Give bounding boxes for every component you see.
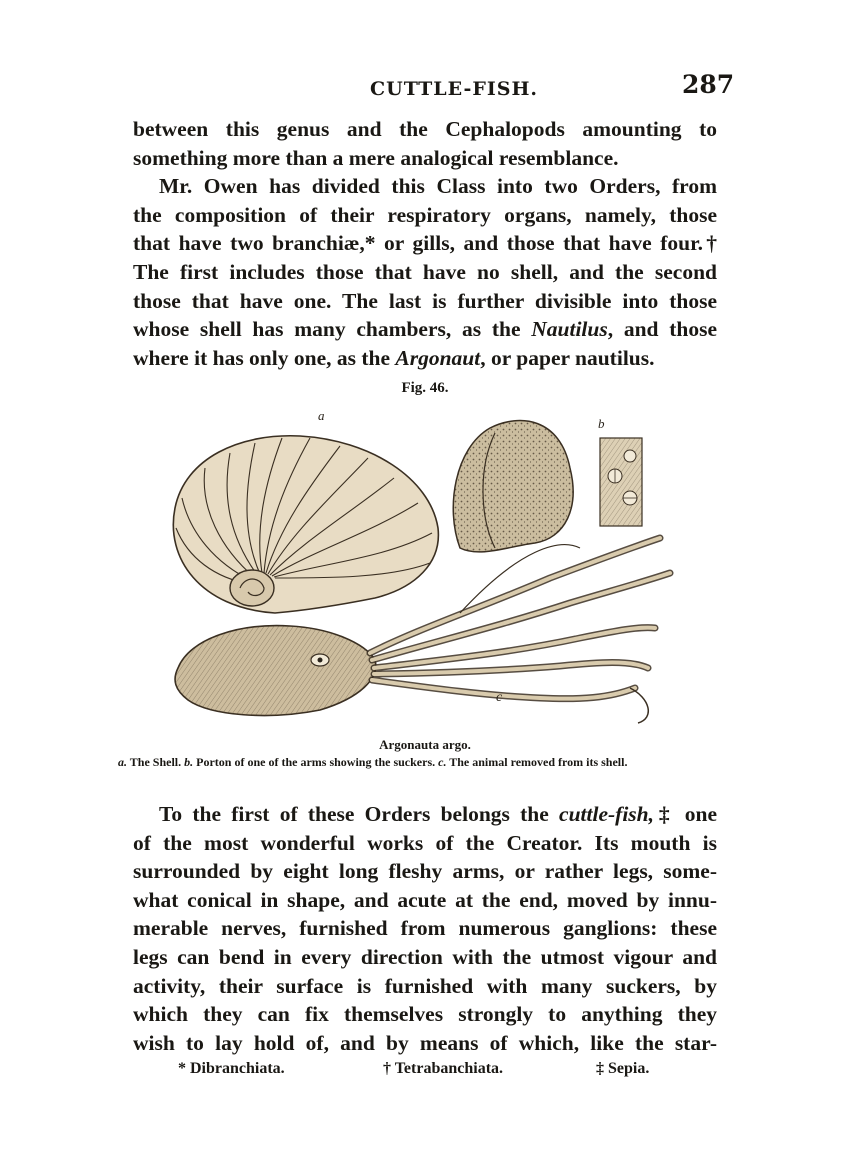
text-line: those that have one. The last is further divisible into those [133,288,717,313]
mantle-sac [453,421,573,552]
text-line: what conical in shape, and acute at the end, moved by innu- [133,887,717,912]
footnotes [0,1060,850,1084]
italic-term-argonaut: Argonaut [395,345,481,370]
footnote-2: † Tetrabanchiata. [383,1060,504,1077]
figure-letter-b: b [598,416,605,431]
paragraph-3 [133,800,717,1057]
text-line: wish to lay hold of, and by means of which, like the star- [133,1030,717,1055]
text-run: To the first of these Orders belongs the [159,802,560,826]
text-block-bottom [133,800,717,1057]
figure-label: Fig. 46. [401,380,449,396]
text-line: something more than a mere analogical resemblance. [133,145,619,170]
argonaut-illustration [160,398,680,728]
figure-caption-title: Argonauta argo. [379,737,471,752]
text-line: The first includes those that have no shell, and the second [133,259,717,284]
page-header [0,70,850,106]
paragraph-1 [133,115,717,172]
text-line [133,315,717,344]
text-line: between this genus and the Cephalopods amounting to [133,117,717,141]
text-line: of the most wonderful works of the Creator. Its mouth is [133,830,717,855]
text-line: merable nerves, furnished from numerous ganglions: these [133,916,717,941]
figure-letter-a: a [318,408,325,423]
footnote-1: * Dibranchiata. [178,1060,285,1077]
text-line: which they can fix themselves strongly to anything they [133,1002,717,1027]
text-line: legs can bend in every direction with the utmost vigour and [133,944,717,969]
figure-caption [118,756,738,769]
text-block-top [133,115,717,372]
text-line: activity, their surface is furnished with many suckers, by [133,973,717,998]
text-run: , or paper nautilus. [480,345,655,370]
running-head: CUTTLE-FISH. [370,78,539,100]
caption-letter-a: a. [118,755,127,769]
italic-term-cuttle-fish: cuttle-fish, [559,802,655,826]
page-number: 287 [682,70,735,99]
argonaut-shell [173,436,438,613]
text-run: ‡ one [654,802,717,826]
text-line [133,344,717,373]
figure-letter-c: c [496,690,503,705]
caption-letter-c: c. [438,755,447,769]
text-line: Mr. Owen has divided this Class into two Orders, from [159,174,717,199]
caption-letter-b: b. [184,755,194,769]
text-line [133,800,717,829]
text-line: that have two branchiæ,* or gills, and those that have four.† [133,231,717,256]
italic-term-nautilus: Nautilus [531,317,608,342]
text-line: surrounded by eight long fleshy arms, or rather legs, some- [133,859,717,884]
text-run: whose shell has many chambers, as the [133,317,532,342]
paragraph-2 [133,172,717,372]
caption-b: Porton of one of the arms showing the suckers. [193,755,439,769]
caption-c: The animal removed from its shell. [446,755,628,769]
caption-a: The Shell. [127,755,185,769]
arm-with-suckers [600,438,642,526]
footnote-3: ‡ Sepia. [596,1060,650,1077]
text-run: , and those [607,317,717,342]
text-run: where it has only one, as the [133,345,396,370]
text-line: the composition of their respiratory organs, namely, those [133,202,717,227]
engraving-svg [160,398,680,728]
